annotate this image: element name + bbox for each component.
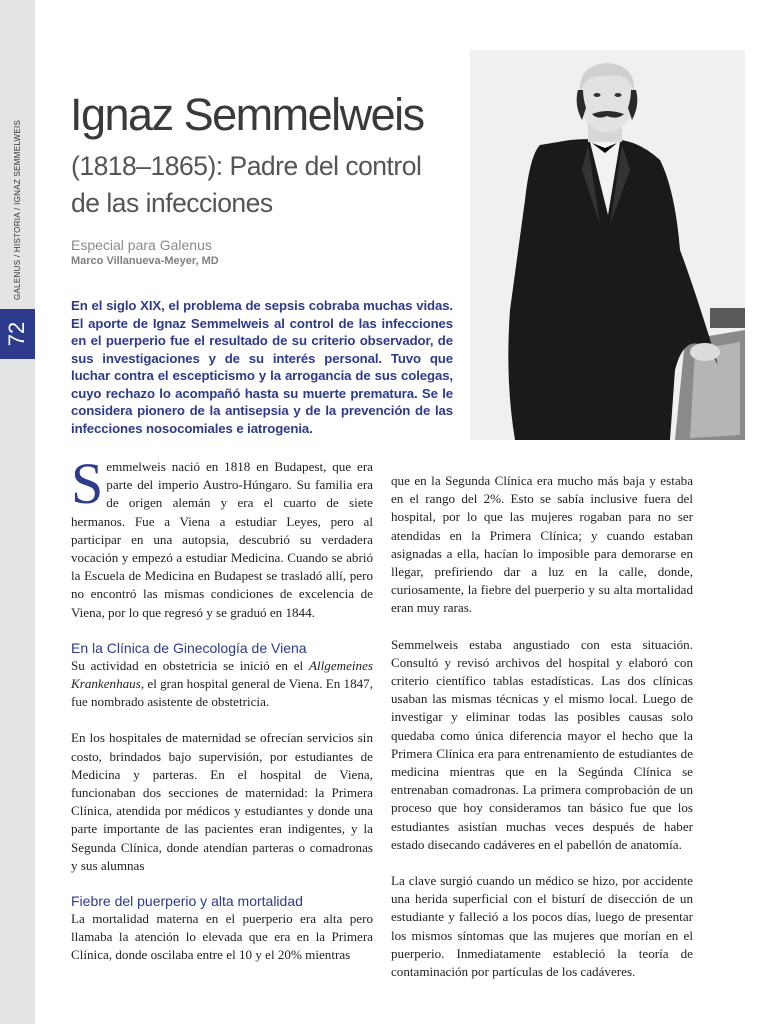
- italic-term: Allgemeines Krankenhaus,: [71, 657, 373, 692]
- body-column-left: [71, 451, 373, 965]
- body-paragraph: [71, 657, 373, 712]
- article-title: Ignaz Semmelweis: [70, 89, 424, 140]
- body-paragraph: La clave surgió cuando un médico se hizo, por accidente una herida superficial con el bisturí de disección de un estudiante y falleció a los pocos días, luego de presentar los mismos síntomas que las mujeres que morían en el puerperio. Inmediatamente estableció la teoría de contaminación por partículas de los cadáveres.: [391, 873, 693, 980]
- portrait-image: [470, 50, 745, 440]
- running-head: GALENUS / HISTORIA / IGNAZ SEMMELWEIS: [13, 119, 22, 300]
- intro-paragraph: En el siglo XIX, el problema de sepsis cobraba muchas vidas. El aporte de Ignaz Semmelweis al control de las infecciones en el puerperio fue el resultado de su criterio observador, de sus investigaciones y de su interés personal. Tuvo que luchar contra el escepticismo y la arrogancia de sus colegas, cuyo rechazo lo acompañó hasta su muerte prematura. Se le considera pionero de la antisepsia y de la prevención de las infecciones nosocomiales e iatrogenia.: [71, 298, 453, 436]
- page-number: 72: [4, 321, 30, 347]
- paragraph-text: el gran hospital general de Viena. En 1847, fue nombrado asistente de obstetricia.: [71, 676, 373, 710]
- article-subtitle: (1818–1865): Padre del control de las infecciones: [71, 151, 422, 218]
- paragraph-text: Su actividad en obstetricia se inició en el: [71, 657, 309, 673]
- article-author: Marco Villanueva-Meyer, MD: [71, 255, 219, 267]
- body-paragraph: En los hospitales de maternidad se ofrecían servicios sin costo, brindados bajo supervisión, por estudiantes de Medicina y parteras. En el hospital de Viena, funcionaban dos secciones de maternidad: la Primera Clínica, atendida por médicos y estudiantes y donde una parte importante de las pacientes eran indigentes, y la Segunda Clínica, donde atendían parteras o comadronas y sus alumnas: [71, 730, 373, 873]
- article-kicker: Especial para Galenus: [71, 237, 212, 253]
- body-paragraph: que en la Segunda Clínica era mucho más baja y estaba en el rango del 2%. Esto se sabía inclusive fuera del hospital, por lo que las mujeres rogaban para no ser atendidas en la Primera Clínica; y cuando estaban asignadas a ella, hacían lo imposible para demorarse en llegar, prefiriendo dar a luz en la calle, donde, curiosamente, la fiebre del puerperio y su alta mortalidad eran muy raras.: [391, 473, 693, 616]
- body-paragraph: [71, 451, 373, 622]
- section-heading: En la Clínica de Ginecología de Viena: [71, 639, 307, 656]
- body-paragraph: Semmelweis estaba angustiado con esta situación. Consultó y revisó archivos del hospital y elaboró con criterio científico tablas estadísticas. Las dos clínicas usaban las mismas técnicas y el mismo local. Luego de investigar y eliminar todas las posibles causas solo quedaba como única diferencia mayor el hecho que la Primera Clínica era para entrenamiento de estudiantes de medicina mientras que en la Segúnda Clínica se entrenaban comadronas. La primera comprobación de un proceso que hoy consideramos tan básico fue que los estudiantes asistían muchas veces después de haber estado disecando cadáveres en el pabellón de anatomía.: [391, 636, 693, 852]
- section-heading: Fiebre del puerperio y alta mortalidad: [71, 893, 303, 910]
- paragraph-text: emmelweis nació en 1818 en Budapest, que era parte del imperio Austro-Húngaro. Su familia era de origen alemán y era el cuarto de siete hermanos. Fue a Viena a estudiar Leyes, pero al participar en una autopsia, descubrió su verdadera vocación y empezó a estudiar Medicina. Cuando se abrió la Escuela de Medicina en Budapest se trasladó allí, pero no encontró las mismas condiciones de excelencia de Viena, por lo que regresó y se graduó en 1844.: [71, 459, 373, 620]
- page-number-badge: [0, 309, 35, 359]
- drop-cap: S: [71, 451, 104, 516]
- body-column-right: [391, 472, 693, 981]
- body-paragraph: La mortalidad materna en el puerperio era alta pero llamaba la atención lo elevada que era en la Primera Clínica, donde oscilaba entre el 10 y el 20% mientras: [71, 911, 373, 963]
